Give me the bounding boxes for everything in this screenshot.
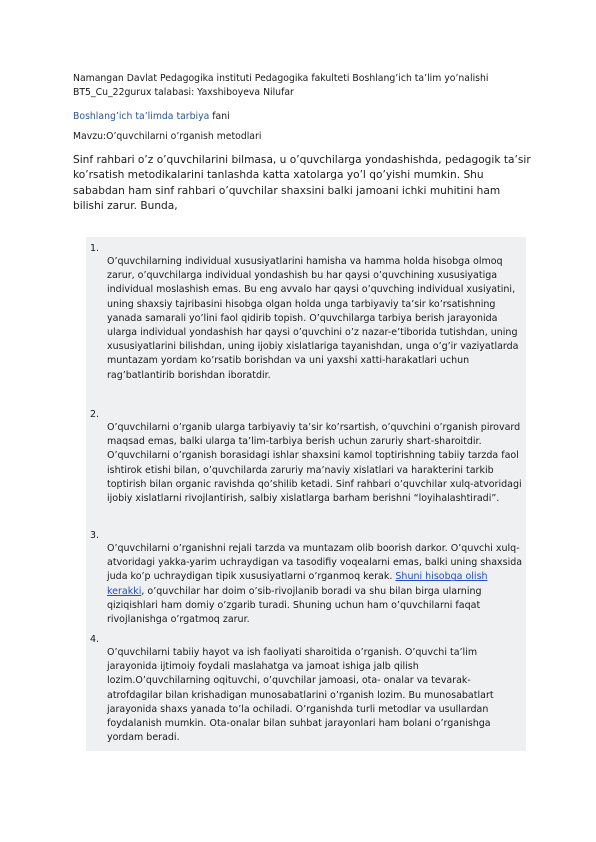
header-line-institution: Namangan Davlat Pedagogika instituti Pedagogika fakulteti Boshlang’ich ta’lim yo’nalishi (73, 73, 489, 84)
list-item-number: 1. (90, 243, 100, 254)
header-line-student: BT5_Cu_22gurux talabasi: Yaxshiboyeva Nilufar (73, 87, 294, 98)
list-item-text: O’quvchilarni tabiiy hayot va ish faoliyati sharoitida o’rganish. O’quvchi ta’lim jarayonida ijtimoiy foydali maslahatga va jamoat ishiga jalb qilish lozim.O’quvchilarning oqituvchi, o’quvchilar jamoasi, ota- onalar va tevarak-atrofdagilar bilan krishadigan munosabatlarini o’rganish lozim. Bu munosabatlart jarayonida shaxs yanada to’la ochiladi. O’rganishda turli metodlar va usullardan foydalanish mumkin. Ota-onalar bilan suhbat jarayonlari ham bolani o’rganishga yordam beradi. (107, 647, 494, 744)
subject-line (73, 110, 230, 123)
list-item-1 (90, 242, 526, 383)
list-item-text-part: O’quvchilarni o’rganishni rejali tarzda va muntazam olib boorish darkor. O’quvchi xulq-atvoridagi yakka-yarim uchraydigan va tasodifiy voqealarni emas, balki uning shaxsida juda ko’p uchraydigan tipik xususiyatlarni o’rganmoq kerak. (107, 543, 523, 583)
list-item-number: 2. (90, 409, 100, 420)
subject-name: Boshlang’ich ta’limda tarbiya (73, 111, 210, 122)
list-item-text: O’quvchilarni o’rganib ularga tarbiyaviy ta’sir ko’rsartish, o’quvchini o’rganish pirovard maqsad emas, balki ularga ta’lim-tarbiya berish uchun zaruriy shart-sharoitdir. O’quvchilarni o’rganish borasidagi ishlar shaxsini kamol toptirishning tabiiy tarzda faol ishtirok etishi bilan, o’quvchilarda zaruriy ma’naviy xislatlari va harakterini tarkib toptirish bilan organic ravishda qo’shilib ketadi. Sinf rahbari o’quvchilar xulq-atvoridagi ijobiy xislatlarni rivojlantirish, salbiy xislatlarga barham berishni “loyihalashtiradi”. (107, 422, 522, 505)
list-item-text (107, 542, 525, 627)
list-item-2 (90, 408, 526, 506)
list-item-text: O’quvchilarning individual xususiyatlarini hamisha va hamma holda hisobga olmoq zarur, o’quvchilarga individual yondashish bu har qaysi o’quvchining xususiyatiga individual moslashish emas. Bu eng avvalo har qaysi o’quvching individual xusiyatini, uning shaxsiy tajribasini hisobga olgan holda unga tarbiyaviy ta’sir ko’rsatishning yanada samarali yo’lini faol qidirib topish. O’quvchilarga tarbiya berish jarayonida ularga individual yondashish har qaysi o’quvchini o’z nazar-e’tiborida tutishdan, uning xususiyatlarini bilishdan, uning ijobiy xislatlariga tayanishdan, unga o’g’ir vaziyatlarda muntazam yordam ko’rsatib borishdan va uni yaxshi xatti-harakatlari uchun rag’batlantirib borishdan iboratdir. (107, 256, 519, 381)
list-item-text-part: , o’quvchilar har doim o’sib-rivojlanib boradi va shu bilan birga ularning qiziqishlari ham domiy o’zgarib turadi. Shuning uchun ham o’quvchilarni faqat rivojlanishga o’rgatmoq zarur. (107, 585, 482, 626)
list-item-3 (90, 529, 526, 627)
list-item-number: 3. (90, 530, 100, 541)
list-item-number: 4. (90, 634, 100, 645)
intro-paragraph: Sinf rahbari o’z o’quvchilarini bilmasa, u o’quvchilarga yondashishda, pedagogik ta’sir ko’rsatish metodikalarini tanlashda katta xatolarga yo’l qo’yishi mumkin. Shu sababdan ham sinf rahbari o’quvchilar shaxsini balki jamoani ichki muhitini ham bilishi zarur. Bunda, (73, 154, 531, 213)
list-item-4 (90, 633, 526, 745)
subject-suffix: fani (209, 111, 230, 122)
hyperlink[interactable]: Shuni hisobga olish kerakki (107, 571, 488, 597)
topic-line: Mavzu:O’quvchilarni o’rganish metodlari (73, 131, 262, 142)
document-header (73, 72, 533, 100)
